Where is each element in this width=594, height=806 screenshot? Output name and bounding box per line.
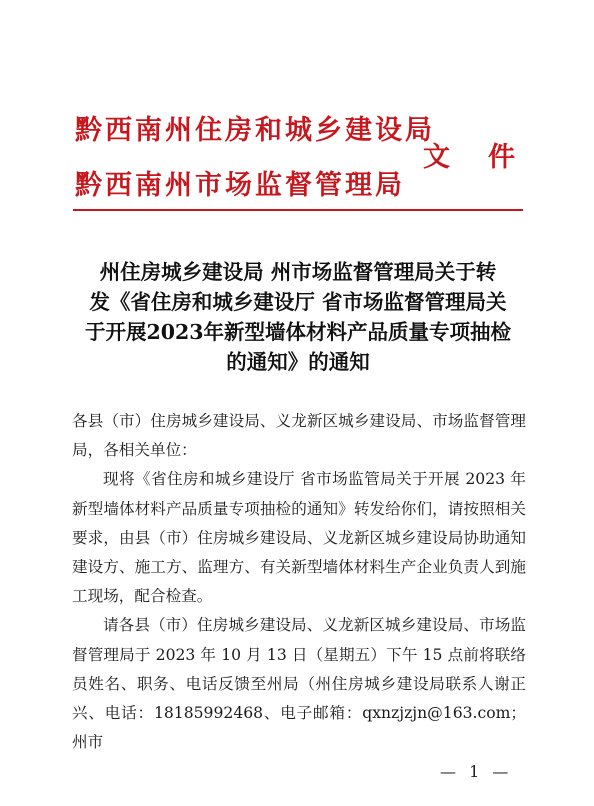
title-line-2: 发《省住房和城乡建设厅 省市场监督管理局关 bbox=[89, 290, 507, 314]
body-paragraph-1: 现将《省住房和城乡建设厅 省市场监管局关于开展 2023 年新型墙体材料产品质量专项抽检的通知》转发给你们，请按照相关要求，由县（市）住房城乡建设局、义龙新区城乡建设局协助通知建设方、施工方、监理方、有关新型墙体材料生产企业负责人到施工现场，配合检查。 bbox=[72, 470, 526, 606]
issuer-housing-bureau: 黔西南州住房和城乡建设局 bbox=[75, 115, 435, 146]
title-line-3: 于开展2023年新型墙体材料产品质量专项抽检 bbox=[84, 320, 512, 344]
salutation: 各县（市）住房城乡建设局、义龙新区城乡建设局、市场监督管理局，各相关单位： bbox=[72, 412, 526, 460]
title-line-1: 州住房城乡建设局 州市场监督管理局关于转 bbox=[99, 260, 497, 284]
issuer-market-supervision-bureau: 黔西南州市场监督管理局 bbox=[75, 170, 405, 201]
document-body bbox=[72, 407, 526, 757]
header-red-divider bbox=[73, 209, 523, 211]
document-title bbox=[70, 257, 526, 377]
title-line-4: 的通知》的通知 bbox=[226, 350, 370, 374]
document-type-label: 文件 bbox=[423, 142, 553, 173]
body-paragraph-2: 请各县（市）住房城乡建设局、义龙新区城乡建设局、市场监督管理局于 2023 年 10 月 13 日（星期五）下午 15 点前将联络员姓名、职务、电话反馈至州局（州住房城乡建设局联系人谢正兴、电话：18185992468、电子邮箱：qxnzjzjn@163.com；州市 bbox=[72, 616, 526, 752]
page-number: — 1 — bbox=[440, 762, 513, 781]
